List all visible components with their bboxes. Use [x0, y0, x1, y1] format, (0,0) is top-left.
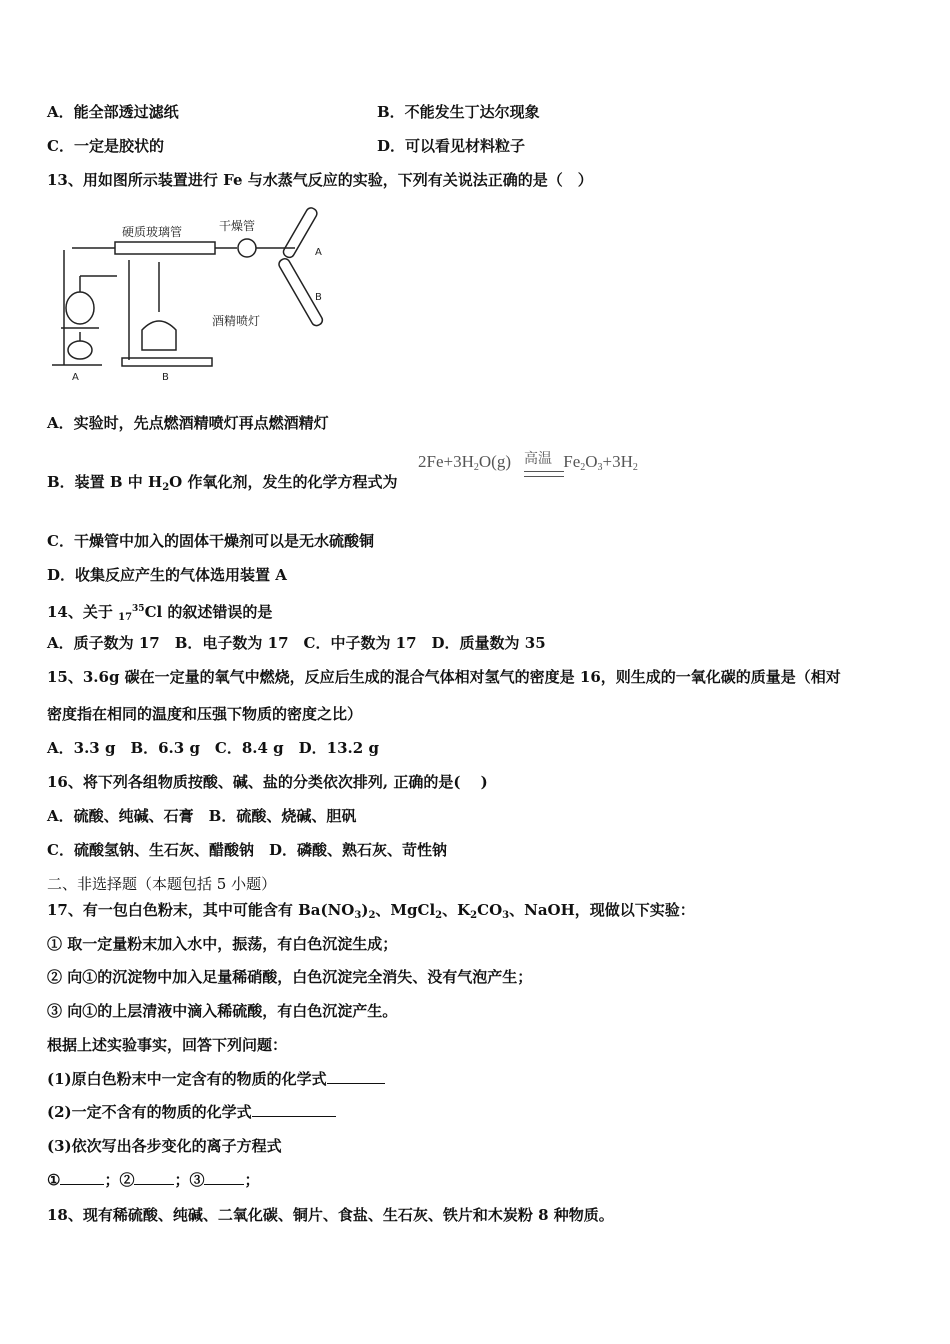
flask [66, 292, 94, 324]
answer-blank-5[interactable] [204, 1170, 244, 1185]
q13-option-c: C．干燥管中加入的固体干燥剂可以是无水硫酸铜 [47, 532, 374, 550]
q13-option-d: D．收集反应产生的气体选用装置 A [47, 566, 287, 584]
q17-part2: (2)一定不含有的物质的化学式 [47, 1102, 336, 1122]
label-lamp: 酒精喷灯 [212, 314, 261, 328]
section-heading: 二、非选择题（本题包括 5 小题） [47, 875, 277, 893]
q17-stem: 17、有一包白色粉末，其中可能含有 $Ba(NO_3)_2$、MgCl$_2$、$K_2CO_3$、NaOH，现做以下实验： [47, 901, 695, 921]
q15-stem-line1: 15、3.6g 碳在一定量的氧气中燃烧，反应后生成的混合气体相对氢气的密度是 16，则生成的一氧化碳的质量是（相对 [47, 668, 841, 686]
lamp-a [68, 341, 92, 359]
label-tube-a: A [315, 247, 322, 258]
q13-option-a: A．实验时，先点燃酒精喷灯再点燃酒精灯 [47, 414, 329, 432]
q12-option-a: A．能全部透过滤纸 [47, 103, 179, 121]
label-b: B [162, 372, 169, 383]
q15-options: A．3.3 g B．6.3 g C．8.4 g D．13.2 g [47, 739, 379, 757]
q15-stem-line2: 密度指在相同的温度和压强下物质的密度之比） [47, 705, 363, 723]
spray-lamp [142, 321, 176, 350]
q14-options: A．质子数为 17 B．电子数为 17 C．中子数为 17 D．质量数为 35 [47, 634, 546, 652]
apparatus-figure [47, 200, 337, 385]
q12-option-b: B．不能发生丁达尔现象 [377, 103, 540, 121]
q16-stem: 16、将下列各组物质按酸、碱、盐的分类依次排列, 正确的是( ) [47, 773, 488, 791]
answer-blank-2[interactable] [252, 1102, 336, 1117]
q14-stem: 14、关于 $_{17}^{35}$Cl 的叙述错误的是 [47, 603, 273, 623]
q17-step2: ② 向①的沉淀物中加入足量稀硝酸，白色沉淀完全消失、没有气泡产生； [47, 968, 533, 986]
tube-a [282, 206, 319, 259]
label-dryer: 干燥管 [219, 219, 256, 233]
stand-b-base [122, 358, 212, 366]
label-tube: 硬质玻璃管 [122, 225, 183, 239]
label-tube-b: B [315, 292, 322, 303]
q12-option-d: D．可以看见材料粒子 [377, 137, 526, 155]
q13-option-b: B．装置 B 中 $H_2O$ 作氧化剂，发生的化学方程式为 [47, 473, 398, 493]
answer-blank-1[interactable] [327, 1069, 385, 1084]
q12-option-c: C．一定是胶状的 [47, 137, 164, 155]
answer-blank-4[interactable] [134, 1170, 174, 1185]
q16-options-1: A．硫酸、纯碱、石膏 B．硫酸、烧碱、胆矾 [47, 807, 357, 825]
q17-part1: (1)原白色粉末中一定含有的物质的化学式 [47, 1069, 385, 1089]
reaction-equation: $2Fe+3H_2O(g)$ 高温 $Fe_2O_3+3H_2$ [418, 452, 638, 473]
q17-step3: ③ 向①的上层清液中滴入稀硫酸，有白色沉淀产生。 [47, 1002, 398, 1020]
hard-glass-tube [115, 242, 215, 254]
q17-part3: (3)依次写出各步变化的离子方程式 [47, 1137, 282, 1155]
q17-step1: ① 取一定量粉末加入水中，振荡，有白色沉淀生成； [47, 935, 398, 953]
answer-blank-3[interactable] [60, 1170, 104, 1185]
dryer-bulb [238, 239, 256, 257]
q13-stem: 13、用如图所示装置进行 Fe 与水蒸气反应的实验，下列有关说法正确的是（ ） [47, 171, 593, 189]
q18-stem: 18、现有稀硫酸、纯碱、二氧化碳、铜片、食盐、生石灰、铁片和木炭粉 8 种物质。 [47, 1206, 614, 1224]
equals-bar [524, 471, 564, 477]
condition-label: 高温 [524, 452, 552, 467]
q17-ask: 根据上述实验事实，回答下列问题： [47, 1036, 288, 1054]
q16-options-2: C．硫酸氢钠、生石灰、醋酸钠 D．磷酸、熟石灰、苛性钠 [47, 841, 447, 859]
q17-part4: ① ；② ；③ ； [47, 1171, 260, 1189]
label-a: A [72, 372, 79, 383]
